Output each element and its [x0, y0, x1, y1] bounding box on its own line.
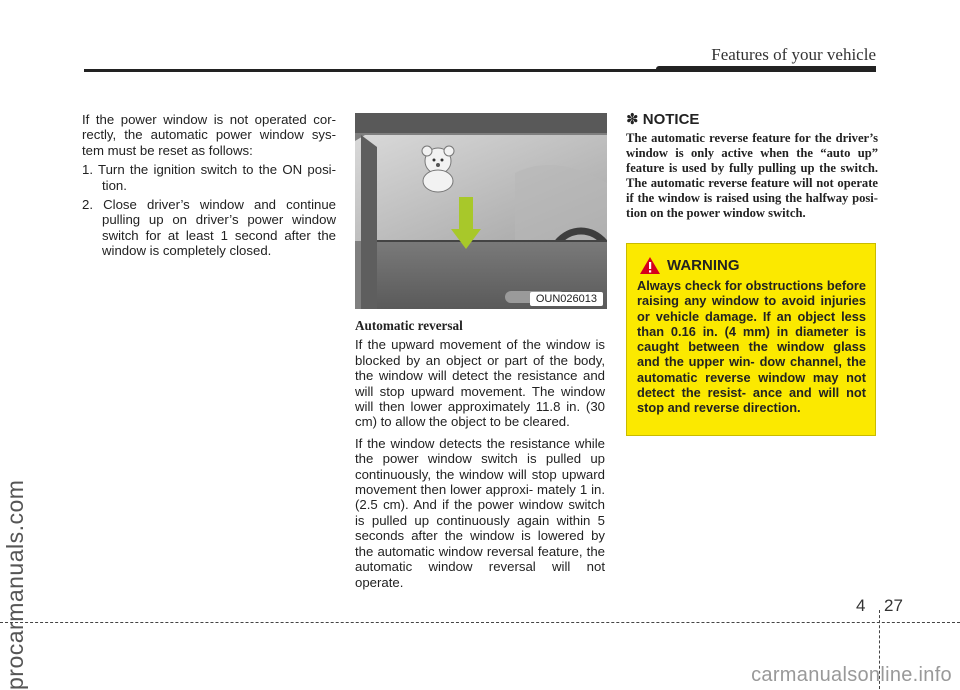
- reset-step-2: 2. Close driver’s window and continue pulling up on driver’s power window switch for at least 1 second after the window is completely closed.: [82, 197, 336, 259]
- car-window-drawing: [355, 113, 607, 309]
- header-rule-accent: [656, 66, 876, 72]
- warning-box: [626, 243, 876, 436]
- notice-body: The automatic reverse feature for the driver’s window is only active when the “auto up” feature is used by fully pulling up the switch. The automatic reverse feature will not operate if the window is raised using the halfway posi- tion on the power window switch.: [626, 131, 878, 221]
- reset-step-1: 1. Turn the ignition switch to the ON posi- tion.: [82, 162, 336, 193]
- page-header-title: Features of your vehicle: [711, 45, 876, 64]
- footer-rule: [0, 622, 960, 623]
- warning-title: WARNING: [667, 257, 740, 274]
- figure-code: OUN026013: [530, 292, 603, 306]
- page-number: 27: [884, 596, 903, 615]
- notice-title: ✽ NOTICE: [626, 111, 700, 128]
- automatic-reversal-heading: Automatic reversal: [355, 318, 463, 333]
- column-automatic-reversal: [355, 318, 605, 596]
- warning-triangle-icon: [639, 256, 661, 275]
- warning-body: Always check for obstructions before raising any window to avoid injuries or vehicle damage. If an object less than 0.16 in. (4 mm) in diameter is caught between the window glass and the upper win- dow channel, the automatic reverse window may not detect the resist- ance and will not stop and reverse direction.: [637, 278, 866, 416]
- notice-section: [626, 112, 878, 221]
- window-illustration: [355, 113, 607, 309]
- page-chapter-number: 4: [856, 596, 866, 615]
- side-watermark[interactable]: procarmanuals.com: [2, 479, 28, 690]
- reset-steps: [82, 162, 336, 258]
- automatic-reversal-para-2: If the window detects the resistance while the power window switch is pulled up continuously, the window will stop upward movement then lower approxi- mately 1 in. (2.5 cm). And if the power window switch is pulled up continuously again within 5 seconds after the window is lowered by the automatic window reversal feature, the automatic window reversal will not operate.: [355, 435, 605, 590]
- reset-intro: If the power window is not operated cor- rectly, the automatic power window sys- tem must be reset as follows:: [82, 112, 336, 158]
- footer-watermark[interactable]: carmanualsonline.info: [751, 664, 952, 686]
- column-reset-procedure: [82, 112, 336, 263]
- warning-header: [637, 256, 866, 275]
- automatic-reversal-para-1: If the upward movement of the window is blocked by an object or part of the body, the window will detect the resistance and will stop upward movement. The window will then lower approximately 11.8 in. (30 cm) to allow the object to be cleared.: [355, 337, 605, 430]
